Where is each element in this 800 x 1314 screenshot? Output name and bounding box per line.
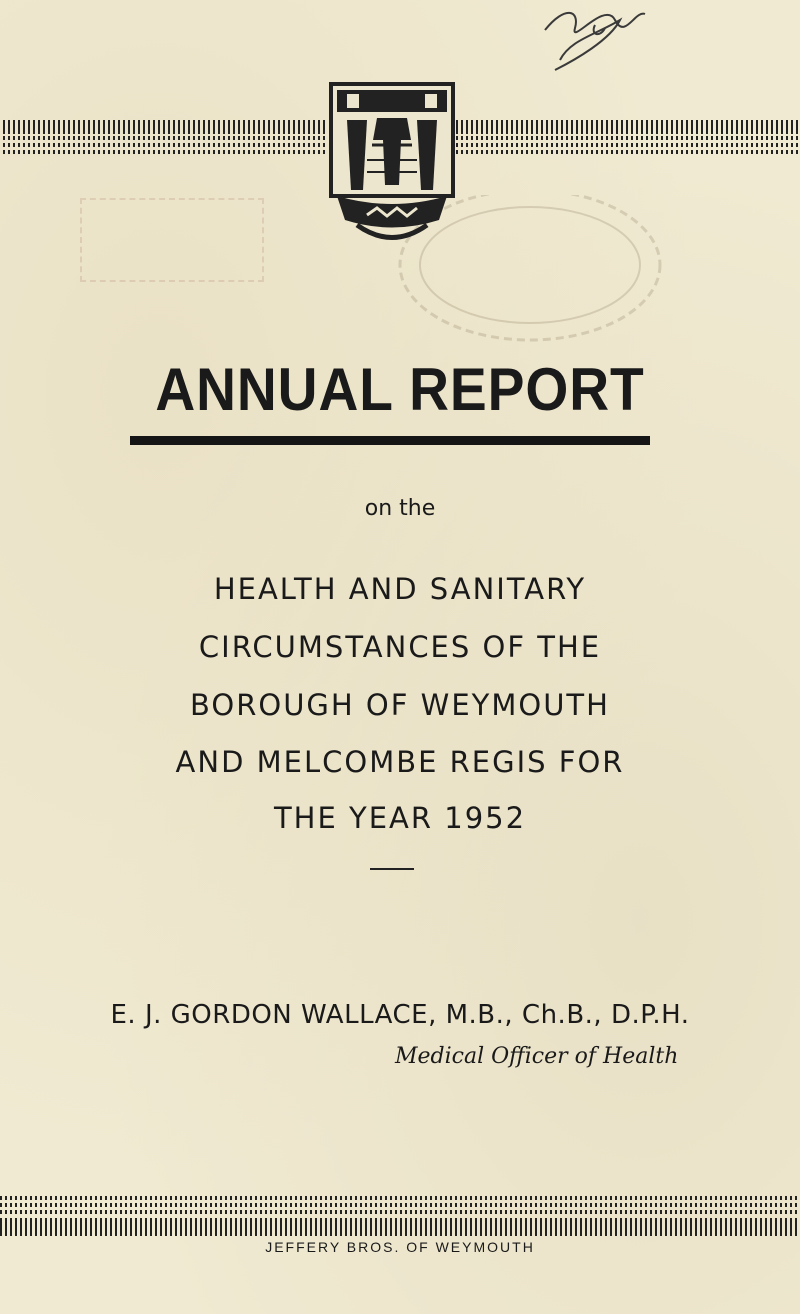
top-border-left — [3, 120, 328, 154]
subtitle-line-4: AND MELCOMBE REGIS FOR — [175, 745, 625, 779]
subtitle-line-3: BOROUGH OF WEYMOUTH — [190, 688, 610, 722]
title-rule — [130, 436, 650, 445]
crest-icon — [327, 80, 457, 255]
faded-stamp-left — [80, 198, 264, 282]
bottom-border — [0, 1196, 800, 1236]
author-name: E. J. GORDON WALLACE, M.B., Ch.B., D.P.H. — [110, 1000, 690, 1030]
on-the-text: on the — [364, 496, 436, 521]
printer-imprint: JEFFERY BROS. OF WEYMOUTH — [265, 1239, 535, 1255]
subtitle-line-1: HEALTH AND SANITARY — [213, 572, 587, 606]
report-title: ANNUAL REPORT — [155, 356, 645, 423]
subtitle-line-5: THE YEAR 1952 — [273, 801, 527, 835]
top-border-right — [456, 120, 800, 154]
author-role: Medical Officer of Health — [395, 1044, 679, 1069]
signature-icon — [535, 0, 655, 80]
separator-dash — [370, 868, 414, 870]
subtitle-line-2: CIRCUMSTANCES OF THE — [198, 630, 602, 664]
